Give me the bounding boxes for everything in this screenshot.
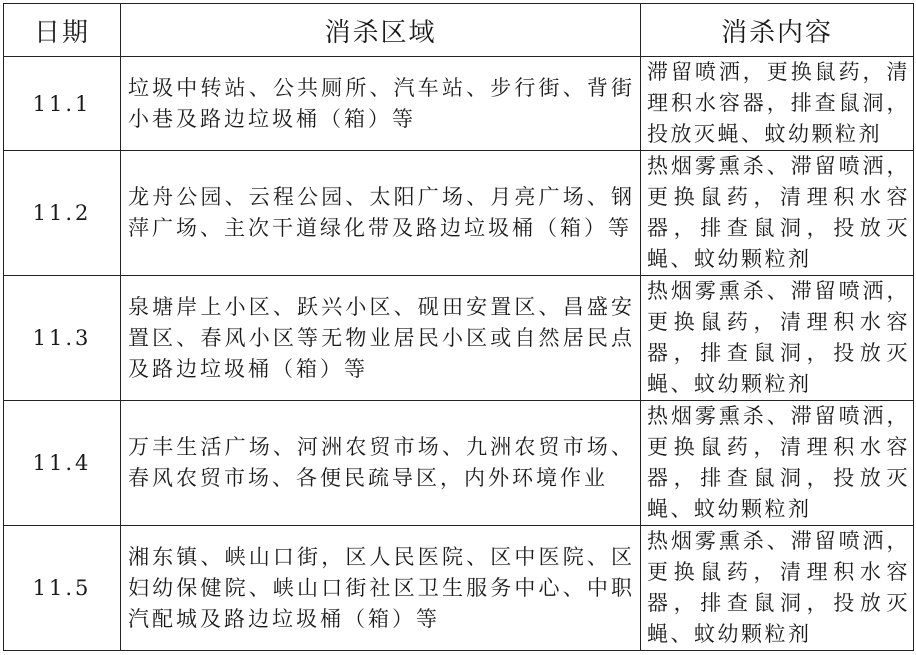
- table-row: [4, 151, 914, 276]
- header-content: 消杀内容: [641, 4, 914, 57]
- table-row: [4, 526, 914, 651]
- date-cell: 11.5: [4, 526, 121, 651]
- table-row: [4, 401, 914, 526]
- area-cell: 龙舟公园、云程公园、太阳广场、月亮广场、钢萍广场、主次干道绿化带及路边垃圾桶（箱）等: [121, 151, 641, 276]
- area-cell: 万丰生活广场、河洲农贸市场、九洲农贸市场、春风农贸市场、各便民疏导区，内外环境作业: [121, 401, 641, 526]
- date-cell: 11.1: [4, 57, 121, 151]
- table-header-row: [4, 4, 914, 57]
- header-date: 日期: [4, 4, 121, 57]
- content-cell: 滞留喷洒，更换鼠药，清理积水容器，排查鼠洞，投放灭蝇、蚊幼颗粒剂: [641, 57, 914, 151]
- date-cell: 11.4: [4, 401, 121, 526]
- area-cell: 垃圾中转站、公共厕所、汽车站、步行街、背街小巷及路边垃圾桶（箱）等: [121, 57, 641, 151]
- disinfection-schedule-table: [3, 3, 914, 651]
- date-cell: 11.2: [4, 151, 121, 276]
- content-cell: 热烟雾熏杀、滞留喷洒，更换鼠药，清理积水容器，排查鼠洞，投放灭蝇、蚊幼颗粒剂: [641, 151, 914, 276]
- content-cell: 热烟雾熏杀、滞留喷洒，更换鼠药，清理积水容器，排查鼠洞，投放灭蝇、蚊幼颗粒剂: [641, 526, 914, 651]
- table-row: [4, 57, 914, 151]
- content-cell: 热烟雾熏杀、滞留喷洒，更换鼠药，清理积水容器，排查鼠洞，投放灭蝇、蚊幼颗粒剂: [641, 276, 914, 401]
- table-row: [4, 276, 914, 401]
- content-cell: 热烟雾熏杀、滞留喷洒，更换鼠药，清理积水容器，排查鼠洞，投放灭蝇、蚊幼颗粒剂: [641, 401, 914, 526]
- header-area: 消杀区域: [121, 4, 641, 57]
- area-cell: 泉塘岸上小区、跃兴小区、砚田安置区、昌盛安置区、春风小区等无物业居民小区或自然居民点及路边垃圾桶（箱）等: [121, 276, 641, 401]
- area-cell: 湘东镇、峡山口街，区人民医院、区中医院、区妇幼保健院、峡山口街社区卫生服务中心、中职汽配城及路边垃圾桶（箱）等: [121, 526, 641, 651]
- date-cell: 11.3: [4, 276, 121, 401]
